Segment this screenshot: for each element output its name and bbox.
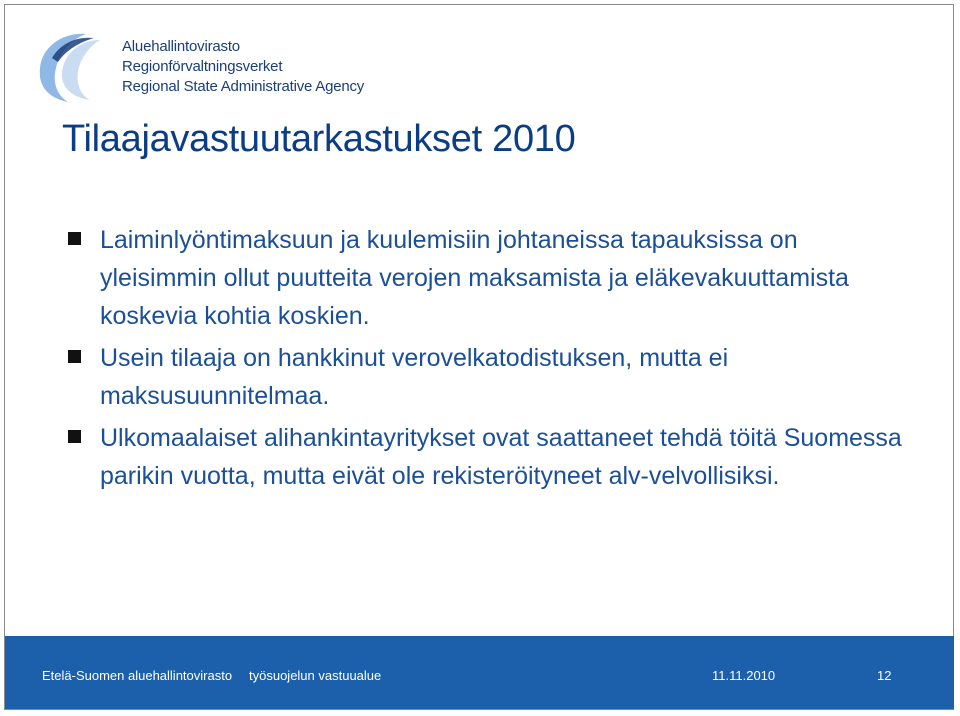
- footer-organization: Etelä-Suomen aluehallintovirasto: [42, 668, 233, 683]
- agency-logo: [30, 26, 390, 106]
- agency-name: [122, 37, 364, 97]
- footer-date: 11.11.2010: [712, 668, 776, 683]
- bullet-item: [66, 221, 916, 335]
- square-bullet-icon: [68, 232, 81, 245]
- slide-footer: [5, 636, 954, 709]
- bullet-text: Laiminlyöntimaksuun ja kuulemisiin johtaneissa tapauksissa on yleisimmin ollut puutteita verojen maksamista ja eläkevakuuttamista koskevia kohtia koskien.: [100, 226, 849, 330]
- agency-logo-mark: [34, 28, 114, 104]
- bullet-item: [66, 339, 916, 415]
- bullet-text: Usein tilaaja on hankkinut verovelkatodistuksen, mutta ei maksusuunnitelmaa.: [100, 344, 729, 410]
- agency-name-swedish: Regionförvaltningsverket: [122, 58, 283, 75]
- page-number: 12: [877, 668, 892, 683]
- agency-name-finnish: Aluehallintovirasto: [122, 38, 240, 55]
- square-bullet-icon: [68, 350, 81, 363]
- bullet-text: Ulkomaalaiset alihankintayritykset ovat saattaneet tehdä töitä Suomessa parikin vuotta, mutta eivät ole rekisteröityneet alv-velvollisiksi.: [100, 424, 902, 490]
- square-bullet-icon: [68, 430, 81, 443]
- agency-name-english: Regional State Administrative Agency: [122, 78, 365, 95]
- footer-unit: työsuojelun vastuualue: [249, 668, 382, 683]
- bullet-item: [66, 419, 916, 495]
- bullet-list: [66, 221, 916, 499]
- slide-title: Tilaajavastuutarkastukset 2010: [62, 118, 576, 160]
